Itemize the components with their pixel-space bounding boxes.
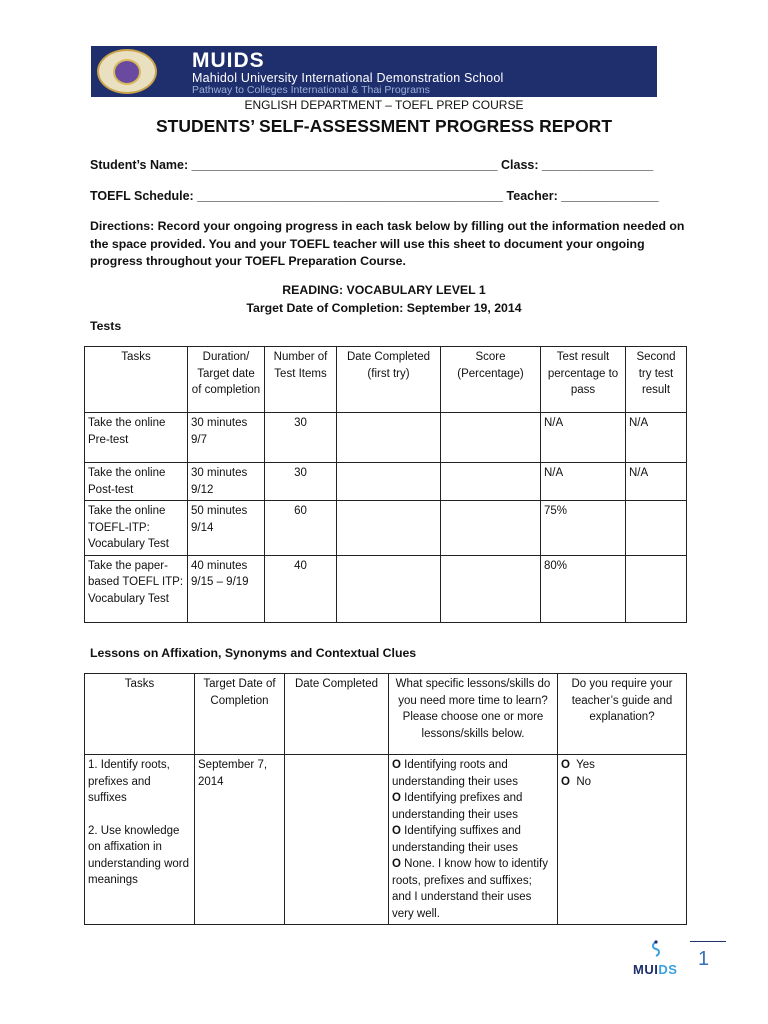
header-test-items: Number of Test Items: [265, 347, 337, 413]
duration-cell: 40 minutes 9/15 – 9/19: [188, 555, 265, 622]
items-cell: 60: [265, 501, 337, 556]
date-completed-cell[interactable]: [337, 501, 441, 556]
footer-logo: [630, 940, 682, 980]
skill-option-none[interactable]: O None. I know how to identify roots, prefixes and suffixes; and I understand their uses very well.: [392, 858, 548, 920]
duration-cell: 30 minutes 9/7: [188, 413, 265, 463]
duration-cell: 30 minutes 9/12: [188, 463, 265, 501]
task-cell: Take the online Pre-test: [85, 413, 188, 463]
section-title: READING: VOCABULARY LEVEL 1: [282, 283, 486, 297]
table-row: [85, 755, 687, 925]
pass-cell: N/A: [541, 413, 626, 463]
teacher-guide-cell: [558, 755, 687, 925]
logo-wordmark: MUIDS: [633, 962, 678, 977]
school-seal-icon: [97, 49, 157, 94]
second-try-cell[interactable]: [626, 501, 687, 556]
table-row: [85, 463, 687, 501]
student-name-field: Student’s Name: ____________________________________________ Class: ________________: [90, 158, 654, 172]
items-cell: 30: [265, 463, 337, 501]
header-teacher-guide: Do you require your teacher’s guide and explanation?: [558, 674, 687, 755]
header-target-date: Target Date of Completion: [195, 674, 285, 755]
duration-cell: 50 minutes 9/14: [188, 501, 265, 556]
lesson-date-completed-cell[interactable]: [285, 755, 389, 925]
items-cell: 40: [265, 555, 337, 622]
header-skills-needed: What specific lessons/skills do you need more time to learn? Please choose one or more lessons/skills below.: [389, 674, 558, 755]
score-cell[interactable]: [441, 463, 541, 501]
skill-option-suffixes[interactable]: O Identifying suffixes and understanding their uses: [392, 825, 521, 854]
task-cell: Take the paper-based TOEFL ITP: Vocabulary Test: [85, 555, 188, 622]
department-line: ENGLISH DEPARTMENT – TOEFL PREP COURSE: [244, 98, 524, 112]
banner-subtitle: Mahidol University International Demonstration School: [192, 71, 504, 85]
tests-label: Tests: [90, 319, 122, 333]
skill-option-prefixes[interactable]: O Identifying prefixes and understanding their uses: [392, 792, 523, 821]
option-circle-icon: O: [561, 759, 570, 771]
option-circle-icon: O: [392, 858, 401, 870]
task-cell: Take the online TOEFL-ITP: Vocabulary Test: [85, 501, 188, 556]
directions-text: Directions: Record your ongoing progress in each task below by filling out the information needed on the space provided. You and your TOEFL teacher will use this sheet to document your ongoing progress throughout your TOEFL Preparation Course.: [90, 219, 685, 268]
header-date-completed: Date Completed (first try): [337, 347, 441, 413]
header-date-completed: Date Completed: [285, 674, 389, 755]
report-title: STUDENTS’ SELF-ASSESSMENT PROGRESS REPORT: [155, 116, 613, 136]
tests-table: [84, 346, 687, 623]
section-target-date: Target Date of Completion: September 19, 2014: [246, 301, 522, 315]
schedule-field: TOEFL Schedule: ____________________________________________ Teacher: ______________: [90, 189, 659, 203]
date-completed-cell[interactable]: [337, 463, 441, 501]
skills-options-cell: [389, 755, 558, 925]
option-circle-icon: O: [392, 792, 401, 804]
score-cell[interactable]: [441, 555, 541, 622]
pass-cell: 80%: [541, 555, 626, 622]
second-try-cell[interactable]: N/A: [626, 463, 687, 501]
score-cell[interactable]: [441, 501, 541, 556]
header-tasks: Tasks: [85, 674, 195, 755]
pass-cell: 75%: [541, 501, 626, 556]
date-completed-cell[interactable]: [337, 555, 441, 622]
guide-option-no[interactable]: O No: [561, 775, 592, 788]
task-cell: Take the online Post-test: [85, 463, 188, 501]
logo-mark-icon: [648, 940, 664, 960]
lesson-target-date-cell: September 7, 2014: [195, 755, 285, 925]
option-circle-icon: O: [392, 825, 401, 837]
header-pass-percentage: Test result percentage to pass: [541, 347, 626, 413]
header-score: Score (Percentage): [441, 347, 541, 413]
lessons-header-row: [85, 674, 687, 755]
table-row: [85, 413, 687, 463]
tests-header-row: [85, 347, 687, 413]
lesson-task-2: 2. Use knowledge on affixation in understanding word meanings: [88, 824, 190, 886]
table-row: [85, 555, 687, 622]
second-try-cell[interactable]: [626, 555, 687, 622]
items-cell: 30: [265, 413, 337, 463]
header-tasks: Tasks: [85, 347, 188, 413]
header-second-try: Second try test result: [626, 347, 687, 413]
lessons-label: Lessons on Affixation, Synonyms and Contextual Clues: [90, 646, 417, 660]
school-banner: [91, 46, 657, 97]
skill-option-roots[interactable]: O Identifying roots and understanding their uses: [392, 759, 518, 788]
guide-option-yes[interactable]: O Yes: [561, 759, 595, 771]
lessons-table: [84, 673, 687, 925]
pass-cell: N/A: [541, 463, 626, 501]
lesson-task-1: 1. Identify roots, prefixes and suffixes: [88, 759, 170, 804]
table-row: [85, 501, 687, 556]
option-circle-icon: O: [392, 759, 401, 771]
date-completed-cell[interactable]: [337, 413, 441, 463]
score-cell[interactable]: [441, 413, 541, 463]
footer-divider: [690, 941, 726, 942]
lesson-tasks-cell: [85, 755, 195, 925]
page-number: 1: [698, 948, 710, 970]
option-circle-icon: O: [561, 775, 570, 788]
banner-title: MUIDS: [192, 49, 265, 72]
second-try-cell[interactable]: N/A: [626, 413, 687, 463]
header-duration: Duration/ Target date of completion: [188, 347, 265, 413]
banner-tagline: Pathway to Colleges International & Thai Programs: [192, 84, 430, 96]
